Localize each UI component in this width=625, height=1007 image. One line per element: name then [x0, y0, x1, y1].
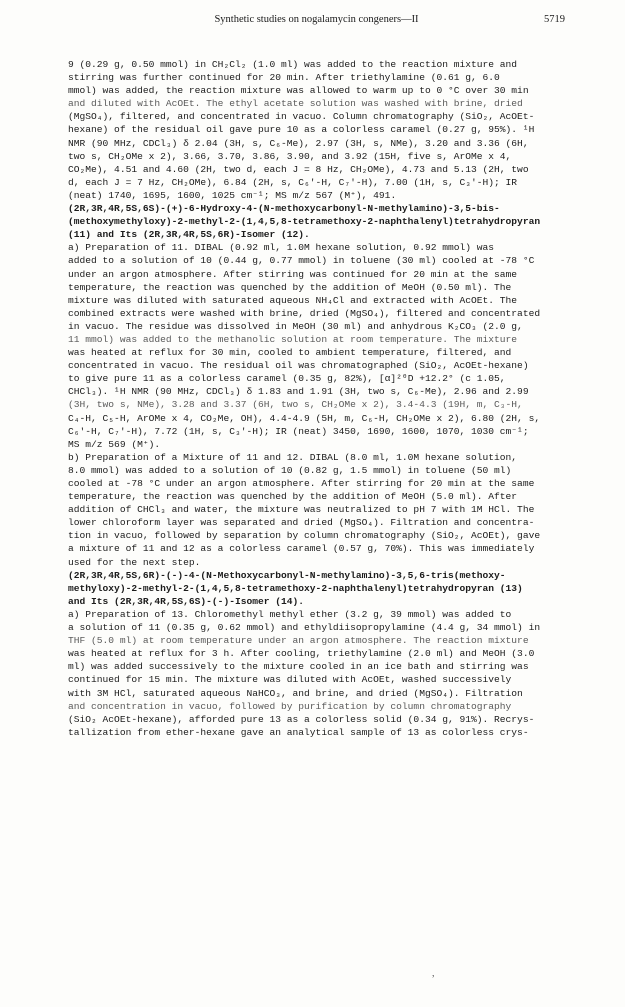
- text-line: (neat) 1740, 1695, 1600, 1025 cm⁻¹; MS m/z 567 (M⁺), 491.: [68, 189, 397, 201]
- text-line: C₄-H, C₅-H, ArOMe x 4, CO₂Me, OH), 4.4-4.9 (5H, m, C₆-H, CH₂OMe x 2), 6.80 (2H, s,: [68, 412, 541, 424]
- text-line: temperature, the reaction was quenched by the addition of MeOH (5.0 ml). After: [68, 491, 518, 503]
- text-line: tallization from ether-hexane gave an analytical sample of 13 as colorless crys-: [68, 726, 529, 738]
- text-line: 9 (0.29 g, 0.50 mmol) in CH₂Cl₂ (1.0 ml) was added to the reaction mixture and: [68, 59, 518, 70]
- stray-mark: ,: [432, 968, 435, 979]
- text-line: a solution of 11 (0.35 g, 0.62 mmol) and ethyldiisopropylamine (4.4 g, 34 mmol) in: [68, 622, 541, 634]
- text-line: a) Preparation of 13. Chloromethyl methyl ether (3.2 g, 39 mmol) was added to: [68, 608, 512, 620]
- compound-heading-line: methyloxy)-2-methyl-2-(1,4,5,8-tetramethoxy-2-naphthalenyl)tetrahydropyran (13): [68, 582, 523, 594]
- text-line: addition of CHCl₃ and water, the mixture was neutralized to pH 7 with 1M HCl. The: [68, 504, 535, 516]
- text-line: under an argon atmosphere. After stirring was continued for 20 min at the same: [68, 268, 518, 280]
- text-line: temperature, the reaction was quenched by the addition of MeOH (0.50 ml). The: [68, 281, 512, 293]
- text-line: in vacuo. The residue was dissolved in MeOH (30 ml) and anhydrous K₂CO₃ (2.0 g,: [68, 320, 523, 332]
- text-line: d, each J = 7 Hz, CH₂OMe), 6.84 (2H, s, C₆'-H, C₇'-H), 7.00 (1H, s, C₃'-H); IR: [68, 176, 518, 188]
- text-line: mmol) was added, the reaction mixture was allowed to warm up to 0 °C over 30 min: [68, 85, 529, 97]
- text-line: a) Preparation of 11. DIBAL (0.92 ml, 1.0M hexane solution, 0.92 mmol) was: [68, 242, 495, 254]
- text-line: and concentration in vacuo, followed by purification by column chromatography: [68, 700, 512, 712]
- text-line: two s, CH₂OMe x 2), 3.66, 3.70, 3.86, 3.90, and 3.92 (15H, five s, ArOMe x 4,: [68, 150, 512, 162]
- text-line: b) Preparation of a Mixture of 11 and 12. DIBAL (8.0 ml, 1.0M hexane solution,: [68, 451, 518, 463]
- text-line: lower chloroform layer was separated and dried (MgSO₄). Filtration and concentra-: [68, 517, 535, 529]
- compound-heading-line: (methoxymethyloxy)-2-methyl-2-(1,4,5,8-tetramethoxy-2-naphthalenyl)tetrahydropyran: [68, 216, 541, 228]
- text-line: to give pure 11 as a colorless caramel (0.35 g, 82%), [α]²⁰D +12.2° (c 1.05,: [68, 373, 506, 385]
- text-line: stirring was further continued for 20 min. After triethylamine (0.61 g, 6.0: [68, 72, 500, 84]
- running-head: Synthetic studies on nogalamycin congeners—II: [214, 14, 419, 25]
- text-line: THF (5.0 ml) at room temperature under an argon atmosphere. The reaction mixture: [68, 635, 529, 647]
- text-line: 8.0 mmol) was added to a solution of 10 (0.82 g, 1.5 mmol) in toluene (50 ml): [68, 464, 512, 476]
- compound-heading-line: (2R,3R,4R,5S,6S)-(+)-6-Hydroxy-4-(N-methoxycarbonyl-N-methylamino)-3,5-bis-: [68, 203, 500, 215]
- text-line: CHCl₃). ¹H NMR (90 MHz, CDCl₃) δ 1.83 and 1.91 (3H, two s, C₆-Me), 2.96 and 2.99: [68, 386, 529, 398]
- text-line: ml) was added successively to the mixture cooled in an ice bath and stirring was: [68, 661, 529, 673]
- text-line: (3H, two s, NMe), 3.28 and 3.37 (6H, two s, CH₂OMe x 2), 3.4-4.3 (19H, m, C₃-H,: [68, 399, 523, 411]
- page-header: [68, 14, 565, 28]
- text-line: was heated at reflux for 30 min, cooled to ambient temperature, filtered, and: [68, 347, 512, 359]
- text-line: CO₂Me), 4.51 and 4.60 (2H, two d, each J = 8 Hz, CH₂OMe), 4.73 and 5.13 (2H, two: [68, 163, 529, 175]
- text-line: (SiO₂ AcOEt-hexane), afforded pure 13 as a colorless solid (0.34 g, 91%). Recrys-: [68, 713, 535, 725]
- compound-heading-line: (11) and Its (2R,3R,4R,5S,6R)-Isomer (12).: [68, 229, 310, 241]
- text-line: mixture was diluted with saturated aqueous NH₄Cl and extracted with AcOEt. The: [68, 294, 518, 306]
- text-line: with 3M HCl, saturated aqueous NaHCO₃, and brine, and dried (MgSO₄). Filtration: [68, 687, 523, 699]
- text-line: added to a solution of 10 (0.44 g, 0.77 mmol) in toluene (30 ml) cooled at -78 °C: [68, 255, 535, 267]
- text-line: used for the next step.: [68, 556, 201, 568]
- compound-heading-line: (2R,3R,4R,5S,6R)-(-)-4-(N-Methoxycarbonyl-N-methylamino)-3,5,6-tris(methoxy-: [68, 569, 506, 581]
- text-line: continued for 15 min. The mixture was diluted with AcOEt, washed successively: [68, 674, 512, 686]
- text-line: a mixture of 11 and 12 as a colorless caramel (0.57 g, 70%). This was immediately: [68, 543, 535, 555]
- text-line: C₆'-H, C₇'-H), 7.72 (1H, s, C₃'-H); IR (neat) 3450, 1690, 1600, 1070, 1030 cm⁻¹;: [68, 425, 529, 437]
- compound-heading-line: and Its (2R,3R,4R,5S,6S)-(-)-Isomer (14).: [68, 595, 305, 607]
- text-line: was heated at reflux for 3 h. After cooling, triethylamine (2.0 ml) and MeOH (3.0: [68, 648, 535, 660]
- text-line: NMR (90 MHz, CDCl₃) δ 2.04 (3H, s, C₆-Me), 2.97 (3H, s, NMe), 3.20 and 3.36 (6H,: [68, 137, 529, 149]
- text-line: MS m/z 569 (M⁺).: [68, 438, 161, 450]
- body-text: [68, 58, 577, 739]
- page-number: 5719: [544, 14, 565, 25]
- text-line: and diluted with AcOEt. The ethyl acetate solution was washed with brine, dried: [68, 98, 523, 110]
- text-line: 11 mmol) was added to the methanolic solution at room temperature. The mixture: [68, 333, 518, 345]
- text-line: concentrated in vacuo. The residual oil was chromatographed (SiO₂, AcOEt-hexane): [68, 360, 529, 372]
- text-line: combined extracts were washed with brine, dried (MgSO₄), filtered and concentrated: [68, 307, 541, 319]
- text-line: tion in vacuo, followed by separation by column chromatography (SiO₂, AcOEt), gave: [68, 530, 541, 542]
- text-line: cooled at -78 °C under an argon atmosphere. After stirring for 20 min at the same: [68, 478, 535, 489]
- text-line: hexane) of the residual oil gave pure 10 as a colorless caramel (0.27 g, 95%). ¹H: [68, 124, 535, 136]
- text-line: (MgSO₄), filtered, and concentrated in vacuo. Column chromatography (SiO₂, AcOEt-: [68, 111, 535, 123]
